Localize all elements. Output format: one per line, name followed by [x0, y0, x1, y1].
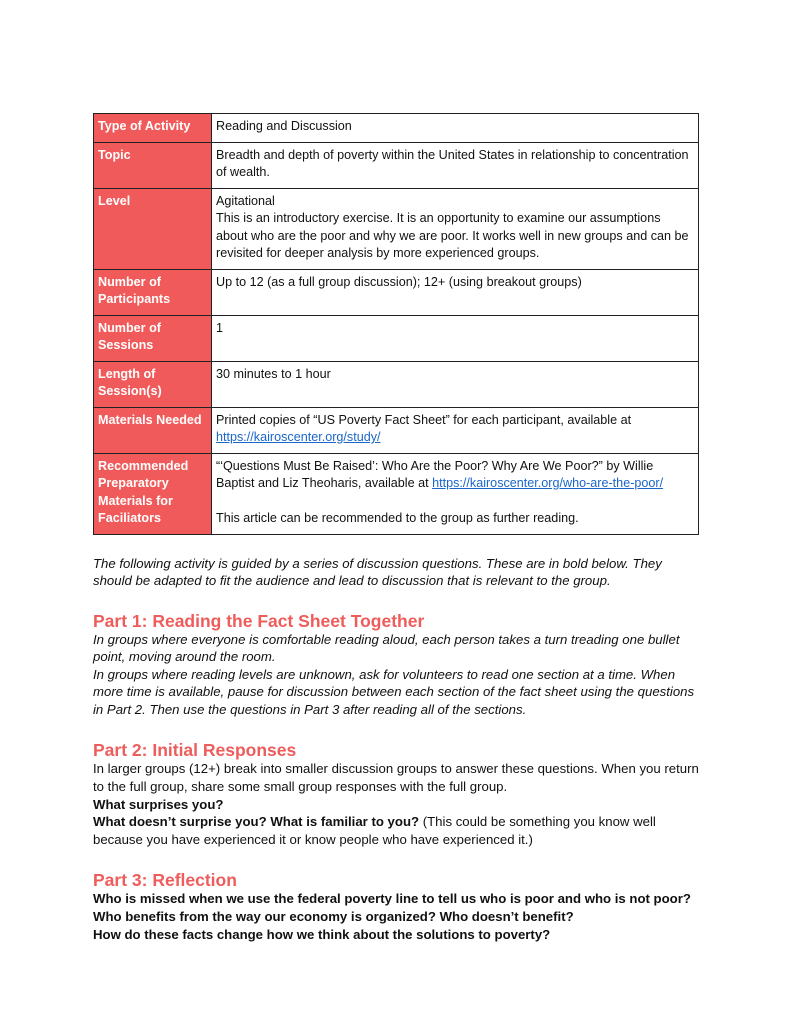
table-row: [94, 114, 699, 143]
question-note: (This could be something you know well because you have experienced it or know people who have experienced it.): [93, 814, 656, 847]
reflection-question: Who is missed when we use the federal poverty line to tell us who is poor and who is not poor?: [93, 891, 691, 907]
reflection-question: Who benefits from the way our economy is organized? Who doesn’t benefit?: [93, 909, 574, 925]
table-row: [94, 142, 699, 188]
table-row: [94, 407, 699, 453]
row-value: Reading and Discussion: [212, 114, 699, 143]
table-row: [94, 269, 699, 315]
discussion-question: What doesn’t surprise you? What is familiar to you?: [93, 814, 420, 830]
row-label: Topic: [94, 142, 212, 188]
row-value: [212, 453, 699, 534]
preparatory-note: This article can be recommended to the group as further reading.: [216, 511, 579, 525]
discussion-question-with-note: [93, 813, 701, 848]
intro-paragraph: The following activity is guided by a series of discussion questions. These are in bold below. They should be adapted to fit the audience and lead to discussion that is relevant to the group.: [93, 555, 662, 588]
part1-paragraph: In groups where everyone is comfortable reading aloud, each person takes a turn treading one bullet point, moving around the room.: [93, 631, 680, 665]
part3-heading: Part 3: Reflection: [93, 870, 237, 891]
part1-paragraph: In groups where reading levels are unknown, ask for volunteers to read one section at a time. When more time is available, pause for discussion between each section of the fact sheet using the questions in Part 2. Then use the questions in Part 3 after reading all of the sections.: [93, 666, 695, 717]
table-row: [94, 453, 699, 534]
part2-heading: Part 2: Initial Responses: [93, 740, 297, 761]
level-description: This is an introductory exercise. It is an opportunity to examine our assumptions about who are the poor and why we are poor. It works well in new groups and can be revisited for deeper analysis by more experienced groups.: [216, 211, 689, 260]
row-value: Breadth and depth of poverty within the United States in relationship to concentration of wealth.: [212, 142, 699, 188]
table-row: [94, 188, 699, 269]
table-row: [94, 361, 699, 407]
study-link[interactable]: https://kairoscenter.org/study/: [216, 430, 381, 444]
row-label: Number of Participants: [94, 269, 212, 315]
row-label: Number of Sessions: [94, 315, 212, 361]
row-label: Length of Session(s): [94, 361, 212, 407]
row-label: Type of Activity: [94, 114, 212, 143]
row-value: [212, 188, 699, 269]
part1-heading: Part 1: Reading the Fact Sheet Together: [93, 610, 425, 631]
level-name: Agitational: [216, 193, 275, 208]
activity-info-table: [93, 113, 699, 535]
row-value: [212, 407, 699, 453]
who-are-the-poor-link[interactable]: https://kairoscenter.org/who-are-the-poor/: [432, 476, 664, 490]
reflection-question: How do these facts change how we think about the solutions to poverty?: [93, 926, 551, 942]
row-label: Recommended Preparatory Materials for Faciliators: [94, 453, 212, 534]
row-label: Level: [94, 188, 212, 269]
row-value: 1: [212, 315, 699, 361]
materials-text: Printed copies of “US Poverty Fact Sheet” for each participant, available at: [216, 412, 632, 427]
table-row: [94, 315, 699, 361]
document-page: [93, 113, 701, 943]
row-label: Materials Needed: [94, 407, 212, 453]
row-value: Up to 12 (as a full group discussion); 12+ (using breakout groups): [212, 269, 699, 315]
row-value: 30 minutes to 1 hour: [212, 361, 699, 407]
discussion-question: What surprises you?: [93, 796, 224, 812]
preparatory-text: “‘Questions Must Be Raised’: Who Are the Poor? Why Are We Poor?” by Willie Baptist and Liz Theoharis, available at: [216, 458, 654, 490]
part2-paragraph: In larger groups (12+) break into smaller discussion groups to answer these questions. When you return to the full group, share some small group responses with the full group.: [93, 761, 699, 795]
